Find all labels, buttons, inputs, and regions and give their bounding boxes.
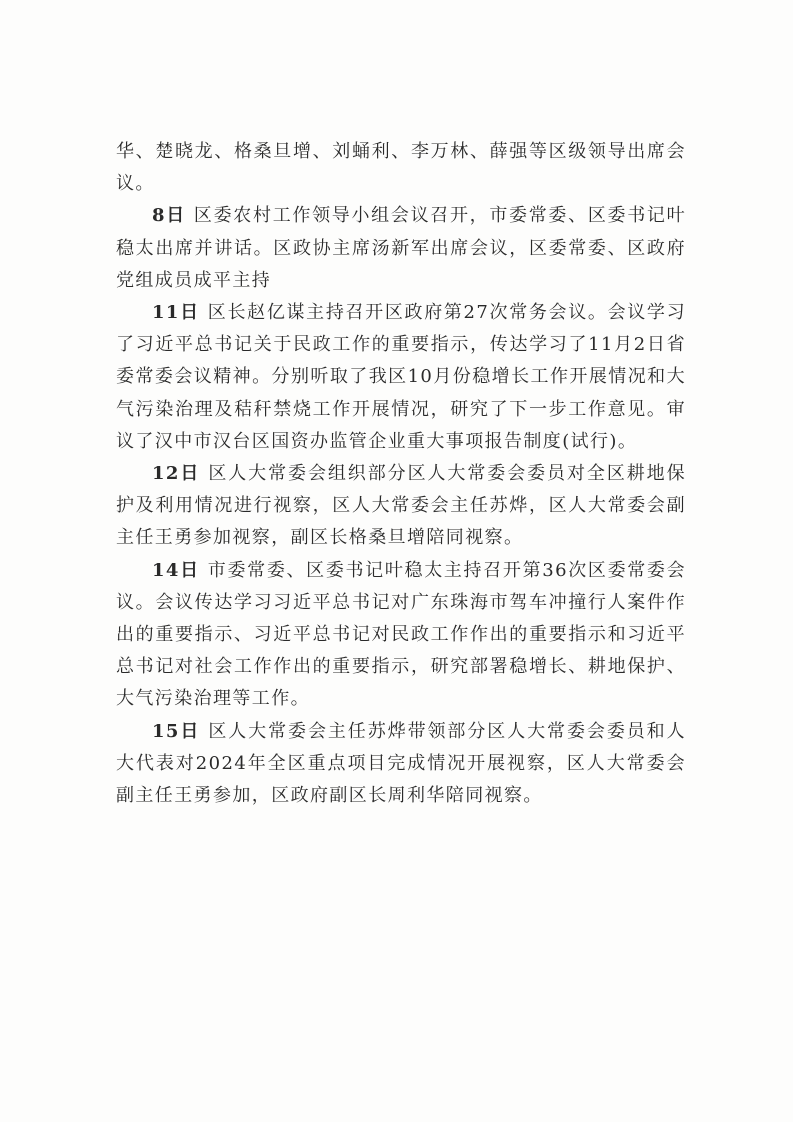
document-body <box>116 136 686 812</box>
paragraph-text: 区委农村工作领导小组会议召开，市委常委、区委书记叶稳太出席并讲话。区政协主席汤新军出席会议，区委常委、区政府党组成员成平主持 <box>116 205 687 291</box>
paragraph-text: 市委常委、区委书记叶稳太主持召开第36次区委常委会议。会议传达学习习近平总书记对广东珠海市驾车冲撞行人案件作出的重要指示、习近平总书记对民政工作作出的重要指示和习近平总书记对社会工作作出的重要指示，研究部署稳增长、耕地保护、大气污染治理等工作。 <box>116 559 686 710</box>
paragraph-day-8 <box>116 200 686 297</box>
paragraph-text: 华、楚晓龙、格桑旦增、刘蛹利、李万林、薛强等区级领导出席会议。 <box>116 141 686 195</box>
paragraph-date: 8日 <box>152 205 186 227</box>
paragraph-date: 15日 <box>152 720 201 742</box>
paragraph-date: 11日 <box>152 302 200 324</box>
paragraph-continuation <box>116 136 686 200</box>
paragraph-day-15 <box>116 716 686 813</box>
paragraph-day-11 <box>116 297 686 458</box>
paragraph-day-14 <box>116 555 686 716</box>
paragraph-day-12 <box>116 458 686 555</box>
paragraph-text: 区长赵亿谋主持召开区政府第27次常务会议。会议学习了习近平总书记关于民政工作的重要指示，传达学习了11月2日省委常委会议精神。分别听取了我区10月份稳增长工作开展情况和大气污染治理及秸秆禁烧工作开展情况，研究了下一步工作意见。审议了汉中市汉台区国资办监管企业重大事项报告制度(试行)。 <box>116 302 686 452</box>
paragraph-date: 14日 <box>152 559 200 581</box>
paragraph-text: 区人大常委会主任苏烨带领部分区人大常委会委员和人大代表对2024年全区重点项目完成情况开展视察，区人大常委会副主任王勇参加，区政府副区长周利华陪同视察。 <box>116 720 686 807</box>
paragraph-date: 12日 <box>152 463 201 485</box>
paragraph-text: 区人大常委会组织部分区人大常委会委员对全区耕地保护及利用情况进行视察，区人大常委会主任苏烨，区人大常委会副主任王勇参加视察，副区长格桑旦增陪同视察。 <box>116 463 686 549</box>
